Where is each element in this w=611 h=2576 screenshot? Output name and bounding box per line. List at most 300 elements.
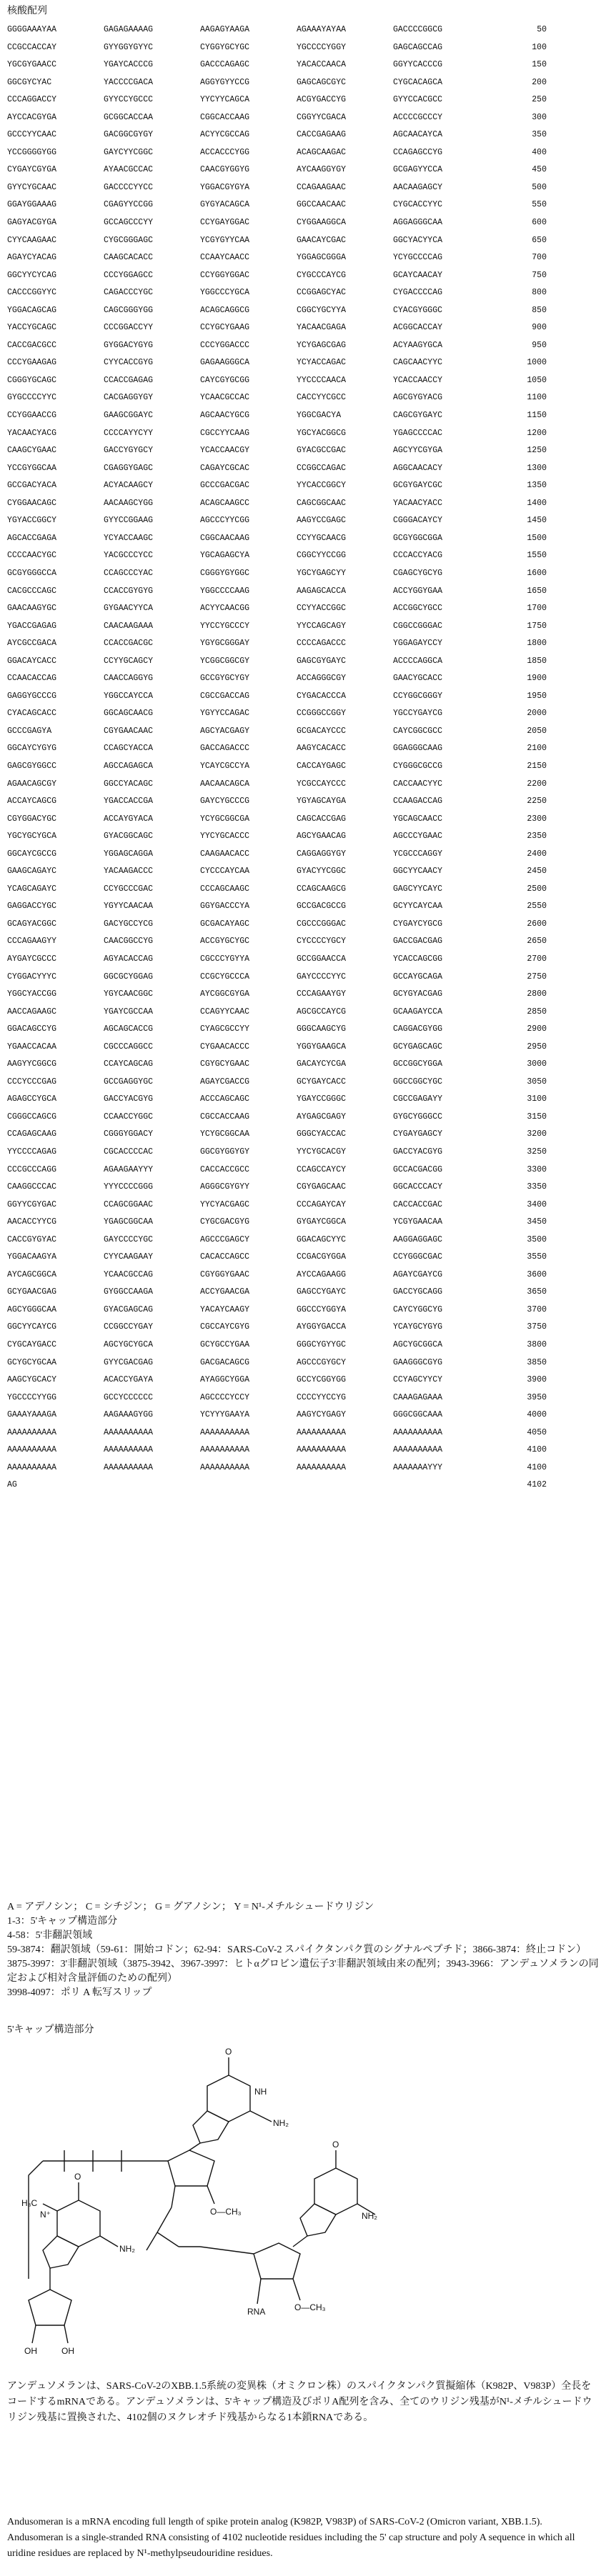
sequence-block: CAACGGCCYG [104,937,154,947]
sequence-block: GYACGCCGAC [297,446,347,456]
sequence-block: CCYGGGCGAC [393,1252,443,1262]
sequence-position: 3000 [527,1059,547,1069]
sequence-block: CGCCAYCGYG [200,1322,250,1332]
sequence-block: GYGGACYGYG [104,340,154,350]
sequence-row [7,1144,593,1162]
sequence-block: YGACCGAGAG [7,621,57,631]
sequence-block: AAGYCACACC [297,744,347,754]
sequence-block: AAAAAAAYYY [393,1462,443,1472]
sequence-position: 2100 [527,744,547,754]
sequence-position: 700 [532,253,547,263]
sequence-position: 3650 [527,1287,547,1297]
sequence-block: GACGGCGYGY [104,130,154,140]
sequence-row [7,705,593,723]
sequence-block: YCCGYGGCAA [7,463,57,473]
sequence-row [7,1162,593,1179]
sequence-block: ACAGCAAGCC [200,498,250,508]
sequence-block: CAAGAACACC [200,849,250,859]
sequence-position: 2750 [527,972,547,982]
sequence-block: CCAGCGGAAC [104,1199,154,1209]
sequence-block: CCCCAACYGC [7,551,57,561]
sequence-row [7,460,593,478]
sequence-row [7,249,593,267]
sequence-block: CYGACCCCAG [393,288,443,298]
sequence-block: CCAGAGCCYG [393,147,443,157]
sequence-block: YCGYGAACAA [393,1217,443,1227]
sequence-block: GCYGCYGCAA [7,1357,57,1367]
sequence-block: GGAYGGAAAG [7,200,57,210]
sequence-block: GYGYACAGCA [200,200,250,210]
sequence-row [7,1477,593,1494]
sequence-block: YGCCYGAYCG [393,709,443,719]
sequence-block: CGCCCGGGAC [297,919,347,929]
sequence-block: GGCCCYGGYA [297,1304,347,1314]
sequence-row [7,916,593,934]
sequence-position: 2300 [527,814,547,824]
sequence-block: YCYYYGAAYA [200,1410,250,1420]
sequence-row [7,1109,593,1127]
sequence-row [7,1056,593,1074]
sequence-row [7,302,593,320]
sequence-block: GAAGCGGAYC [104,411,154,421]
sequence-block: AAAAAAAAAA [297,1462,347,1472]
sequence-block: GGCCAACAAC [297,200,347,210]
sequence-block: GGYGACCCYA [200,902,250,912]
sequence-position: 1600 [527,568,547,578]
sequence-block: CCGGCCAGAC [297,463,347,473]
sequence-position: 1900 [527,674,547,684]
sequence-block: ACCGGCYGCC [393,604,443,614]
sequence-block: GYGGCCAAGA [104,1287,154,1297]
sequence-block: ACCAYGYACA [104,814,154,824]
sequence-position: 2200 [527,779,547,789]
sequence-block: CGAGGYGAGC [104,463,154,473]
sequence-block: YACAACYACG [7,428,57,438]
sequence-block: CCAGCAAGCG [297,884,347,894]
sequence-block: AGCYGGGCAA [7,1304,57,1314]
sequence-block: CACCCGGYYC [7,288,57,298]
sequence-block: GACYGCCYCG [104,919,154,929]
sequence-row [7,1319,593,1337]
sequence-block: CCAACCYGGC [104,1112,154,1122]
sequence-position: 2000 [527,709,547,719]
sequence-block: CYGAACACCC [200,1042,250,1052]
sequence-block: CAGCGGCAAC [297,498,347,508]
sequence-block: CCCAGCAAGC [200,884,250,894]
sequence-row [7,407,593,425]
sequence-block: GACCYGCAGG [393,1287,443,1297]
sequence-block: CGCCGACCAG [200,691,250,701]
description-english: Andusomeran is a mRNA encoding full length of spike protein analog (K982P, V983P) of SARS-CoV-2 (Omicron variant, XBB.1.5). Andusomeran is a single-stranded RNA consisting of 4102 nucleotide residues including the 5' cap structure and poly A sequence in which all uridine residues are replaced by N¹-methylpseudouridine residues. [7,2517,575,2559]
sequence-row [7,1126,593,1144]
sequence-position: 450 [532,165,547,175]
sequence-block: GYYCCGGAAG [104,516,154,526]
sequence-block: YGCAGCAACC [393,814,443,824]
sequence-block: CGAGYYCCGG [104,200,154,210]
sequence-block: YYCCCCAGAG [7,1147,57,1157]
sequence-block: YYCCAGCAGY [297,621,347,631]
lower-hydroxyl-label: O—CH₃ [294,2302,326,2312]
sequence-position: 800 [532,288,547,298]
sequence-block: AGCGYGYACG [393,393,443,403]
sequence-block: CACCGAGAAG [297,130,347,140]
sequence-block: CCCYGGACCC [200,340,250,350]
sequence-position: 4000 [527,1410,547,1420]
sequence-block: AAGYYCGGCG [7,1059,57,1069]
sequence-block: CGCCCAGGCC [104,1042,154,1052]
sequence-block: CYGCGGGAGC [104,235,154,245]
sequence-block: GGGCAAGCYG [297,1024,347,1034]
legend [7,1900,600,2000]
sequence-block: GACCYGYGCY [104,446,154,456]
sequence-block: GCGYGGCGGA [393,533,443,543]
sequence-block: YGCGYGAACC [7,60,57,70]
sequence-block: CCAGAAGAAC [297,182,347,192]
sequence-position: 1250 [527,446,547,456]
sequence-block: CYGCACCYYC [393,200,443,210]
sequence-block: CCYAGCYYCY [393,1375,443,1385]
sequence-row [7,232,593,250]
sequence-row [7,109,593,127]
sequence-position: 4100 [527,1462,547,1472]
sequence-block: CAGACCCYGC [104,288,154,298]
sequence-row [7,811,593,829]
sequence-block: GYYGGYGYYC [104,42,154,52]
sequence-row [7,442,593,460]
sequence-block: ACCGYGCYGC [200,937,250,947]
sequence-block: GYYCYGCAAC [7,182,57,192]
sequence-row [7,284,593,302]
legend-line: 59-3874：翻訳領域（59-61：開始コドン；62-94：SARS-CoV-2 スパイクタンパク質のシグナルペプチド；3866-3874：終止コドン） [7,1945,587,1955]
sequence-block: AAGAGYAAGA [200,25,250,34]
sequence-block: AAGYCCGAGC [297,516,347,526]
ribose-methoxy-label: O—CH₃ [210,2207,242,2217]
sequence-position: 2650 [527,937,547,947]
n-plus-label: N⁺ [40,2210,51,2220]
sequence-block: GYACGAGCAG [104,1304,154,1314]
sequence-block: GGYYCGYGAC [7,1199,57,1209]
upper-nh-label: NH [254,2087,267,2097]
sequence-block: CCYYGCAGCY [104,656,154,666]
sequence-block: GGCYYCYCAG [7,270,57,280]
sequence-row [7,618,593,636]
sequence-block: CYYCAAGAAC [7,235,57,245]
methyl-label: H₃C [21,2198,38,2208]
sequence-block: CGGCCGGGAC [393,621,443,631]
sequence-block: AAAAAAAAAA [200,1462,250,1472]
sequence-block: ACACCYGAYA [104,1375,154,1385]
sequence-block: YGGCYACCGG [7,989,57,999]
sequence-position: 2950 [527,1042,547,1052]
sequence-block: GGCGYGGYGY [200,1147,250,1157]
sequence-block: CCCYGAAGAG [7,358,57,368]
sequence-block: ACCAGGGCGY [297,674,347,684]
sequence-block: GCYGCCYGAA [200,1340,250,1350]
sequence-block: CACCGACGCC [7,340,57,350]
legend-bases: A = アデノシン； C = シチジン； G = グアノシン； Y = N¹-メチルシュードウリジン [7,1902,374,1912]
sequence-block: AGAGCCYGCA [7,1094,57,1104]
sequence-block: AAGAAAGYGG [104,1410,154,1420]
sequence-block: AACCAGAAGC [7,1007,57,1017]
sequence-position: 2500 [527,884,547,894]
sequence-block: GACCYACGYG [393,1147,443,1157]
sequence-block: GAGAAGGGCA [200,358,250,368]
sequence-block: GCCGAGGYGC [104,1077,154,1087]
sequence-block: CYGCACAGCA [393,77,443,87]
sequence-block: CCYGGAACCG [7,411,57,421]
sequence-row [7,126,593,144]
sequence-block: GCYGAGCAGC [393,1042,443,1052]
sequence-block: GGCCGGCYGC [393,1077,443,1087]
sequence-row [7,179,593,197]
sequence-block: ACAGCAAGAC [297,147,347,157]
sequence-row [7,214,593,232]
sequence-block: GACCGACGAG [393,937,443,947]
sequence-block: YGAACCACAA [7,1042,57,1052]
sequence-block: CAGGAGGYGY [297,849,347,859]
sequence-block: CYAGCGCCYY [200,1024,250,1034]
sequence-block: GAGGACCYGC [7,902,57,912]
sequence-position: 3300 [527,1164,547,1174]
sequence-block: GACCCCYYCC [104,182,154,192]
sequence-block: GAYCYGCCCG [200,797,250,807]
sequence-row [7,267,593,285]
sequence-position: 4050 [527,1427,547,1437]
sequence-block: AGCAGCACCG [104,1024,154,1034]
sequence-block [104,1477,200,1494]
sequence-block: AAGAGCACCA [297,586,347,596]
sequence-block: GCAGYACGGC [7,919,57,929]
sequence-position: 1550 [527,551,547,561]
sequence-block: GAAAYAAAGA [7,1410,57,1420]
sequence-block: YYCACCGGCY [297,481,347,491]
sequence-row [7,1074,593,1092]
sequence-block: GGCGCYGGAG [104,972,154,982]
sequence-block: AGCYACGAGY [200,726,250,736]
sequence-block: GAYCYYCGGC [104,147,154,157]
sequence-position: 4102 [527,1480,547,1490]
sequence-block: CAGAYCGCAC [200,463,250,473]
sequence-block: CGGGCCAGCG [7,1112,57,1122]
sequence-block: GAGCAGCGYC [297,77,347,87]
sequence-block: YYCYGCACCC [200,832,250,842]
sequence-block: CGYGAACAAC [104,726,154,736]
sequence-block: GCCCGAGYA [7,726,52,736]
sequence-block: YCAYCGCCYA [200,761,250,771]
sequence-block: CCAGYYCAAC [200,1007,250,1017]
sequence-block: AACAAGCYGG [104,498,154,508]
sequence-block: YGCYACGGCG [297,428,347,438]
sequence-position: 900 [532,323,547,333]
sequence-block: AG [7,1480,17,1490]
sequence-block: YGYYCCAGAC [200,709,250,719]
sequence-block: CAACAAGAAA [104,621,154,631]
sequence-block: GGCYYCAYCG [7,1322,57,1332]
sequence-position: 3150 [527,1112,547,1122]
sequence-block: GAAGCAGAYC [7,867,57,877]
sequence-block: GGCACCCACY [393,1182,443,1192]
sequence-block: CAAGGCCCAC [7,1182,57,1192]
sequence-block: AGCCCCYCCY [200,1392,250,1402]
sequence-block: YGGAGAYCCY [393,639,443,649]
sequence-block: AYGAGCGAGY [297,1112,347,1122]
sequence-block: YYCYYCAGCA [200,95,250,105]
sequence-block: YGYAGCAYGA [297,797,347,807]
sequence-block: CYYCACCGYG [104,358,154,368]
sequence-block: CAYCGGCGCC [393,726,443,736]
sequence-block: CCAGCCAYCY [297,1164,347,1174]
sequence-block: CYGACACCCA [297,691,347,701]
sequence-block: YACAAGACCC [104,867,154,877]
sequence-block: CAYCYGGCYG [393,1304,443,1314]
sequence-block: AAAAAAAAAA [104,1445,154,1455]
sequence-block: CAYCGYGCGG [200,375,250,385]
sequence-block: CGGYYCGACA [297,112,347,122]
sequence-block: CGYGGYGAAC [200,1269,250,1279]
sequence-block: GACCAGACCC [200,744,250,754]
sequence-block: CCGCCACCAY [7,42,57,52]
sequence-block: AGCCCGAGCY [200,1234,250,1244]
sequence-row [7,583,593,601]
sequence-block: GYYCGACGAG [104,1357,154,1367]
sequence-row [7,898,593,916]
sequence-block: CGGCACCAAG [200,112,250,122]
sequence-block: YGYACCGGCY [7,516,57,526]
sequence-position: 3900 [527,1375,547,1385]
sequence-block: YYCCCCAACA [297,375,347,385]
sequence-block: CCAGCYACCA [104,744,154,754]
sequence-block: AYCCAGAAGG [297,1269,347,1279]
sequence-block: AACACCYYCG [7,1217,57,1227]
sequence-block: AGCYYCGYGA [393,446,443,456]
sequence-position: 850 [532,305,547,315]
sequence-block: CGGGYGYGGC [200,568,250,578]
sequence-block: AGCACCGAGA [7,533,57,543]
sequence-row [7,758,593,776]
sequence-block: GGCYYCAACY [393,867,443,877]
sequence-row [7,196,593,214]
sequence-position: 3700 [527,1304,547,1314]
sequence-block: CACACCAGCC [200,1252,250,1262]
sequence-block: GAACAAGYGC [7,604,57,614]
sequence-position: 400 [532,147,547,157]
sequence-row [7,495,593,513]
sequence-row [7,793,593,811]
sequence-block: YCYGCGGCAA [200,1129,250,1139]
sequence-block: CCGACGYGGA [297,1252,347,1262]
sequence-position: 1300 [527,463,547,473]
sequence-block: YACAACGAGA [297,323,347,333]
sequence-block: GCCAGCCCYY [104,218,154,228]
sequence-block: GAGCCYGAYC [297,1287,347,1297]
sequence-block: AAAAAAAAAA [7,1427,57,1437]
sequence-block: CGYGGACYGC [7,814,57,824]
sequence-block: GCGGCACCAA [104,112,154,122]
sequence-block: CYGCAYGACC [7,1340,57,1350]
page-heading: 核酸配列 [7,6,47,16]
sequence-position: 300 [532,112,547,122]
sequence-block: CCYGAYGGAC [200,218,250,228]
sequence-block: CCACCGACGC [104,639,154,649]
sequence-block: ACCYGAACGA [200,1287,250,1297]
sequence-block: CCCGGACCYY [104,323,154,333]
sequence-block: GCCCYYCAAC [7,130,57,140]
sequence-block: YGYGCGGGAY [200,639,250,649]
sequence-block: YCGYGYYCAA [200,235,250,245]
sequence-block: CYGAYCYGCG [393,919,443,929]
sequence-row [7,600,593,618]
sequence-block: CCYGGYGGAC [200,270,250,280]
sequence-block: GYGCYGGGCC [393,1112,443,1122]
sequence-block: AAGYCYGAGY [297,1410,347,1420]
sequence-block: GAGCYYCAYC [393,884,443,894]
sequence-block: GCCGYGCYGY [200,674,250,684]
sequence-block [297,1477,393,1494]
sequence-block: ACGGCACCAY [393,323,443,333]
sequence-position: 3800 [527,1340,547,1350]
sequence-block: YGAGCCCCAC [393,428,443,438]
sequence-row [7,1197,593,1214]
sequence-block: AGGGCGYGYY [200,1182,250,1192]
sequence-block: CGGCYYCCGG [297,551,347,561]
sequence-block: AAGCYGCACY [7,1375,57,1385]
sequence-block: CACCACCGAC [393,1199,443,1209]
sequence-position: 2150 [527,761,547,771]
sequence-row [7,1091,593,1109]
sequence-row [7,635,593,653]
sequence-block: GCGYGAYCGC [393,481,443,491]
sequence-block: AGGAGGGCAA [393,218,443,228]
sequence-block: GCCGGAACCA [297,954,347,964]
lower-amine-label: NH₂ [362,2211,377,2221]
sequence-block: CCYGCYGAAG [200,323,250,333]
sequence-block: YGCAGAGCYA [200,551,250,561]
sequence-block: GAGAGAAAAG [104,25,154,34]
sequence-block: CAGCGGGYGG [104,305,154,315]
sequence-block: AYCCACGYGA [7,112,57,122]
sequence-block: CACCACCGCC [200,1164,250,1174]
sequence-block: AAAAAAAAAA [393,1445,443,1455]
sequence-block: AYAACGCCAC [104,165,154,175]
sequence-block: GCGYGGGCCA [7,568,57,578]
sequence-block: YCAACGCCAC [200,393,250,403]
sequence-row [7,1021,593,1039]
sequence-row [7,39,593,57]
sequence-row [7,653,593,671]
sequence-block [200,1477,297,1494]
sequence-block: GCGAGYYCCA [393,165,443,175]
sequence-block: GCYGAACGAG [7,1287,57,1297]
sequence-row [7,1232,593,1249]
sequence-block: AAAAAAAAAA [7,1445,57,1455]
sequence-block: CCACCGYGYG [104,586,154,596]
sequence-position: 950 [532,340,547,350]
sequence-row [7,863,593,881]
sequence-block: YCACCAGCGG [393,954,443,964]
sequence-block: YCYGCGGCGA [200,814,250,824]
sequence-block: CYACGYGGGC [393,305,443,315]
sequence-block: GGACAYCACC [7,656,57,666]
sequence-block: CCACCGAGAG [104,375,154,385]
sequence-block: GYGAYCGGCA [297,1217,347,1227]
sequence-block: AACAAGAGCY [393,182,443,192]
sequence-block: CGYGAGCAAC [297,1182,347,1192]
sequence-block: CYGGAAGGCA [297,218,347,228]
sequence-block: GCYYCAYCAA [393,902,443,912]
sequence-row [7,530,593,548]
sequence-block: GCCYCCCCCC [104,1392,154,1402]
sequence-block: GAGYACGYGA [7,218,57,228]
